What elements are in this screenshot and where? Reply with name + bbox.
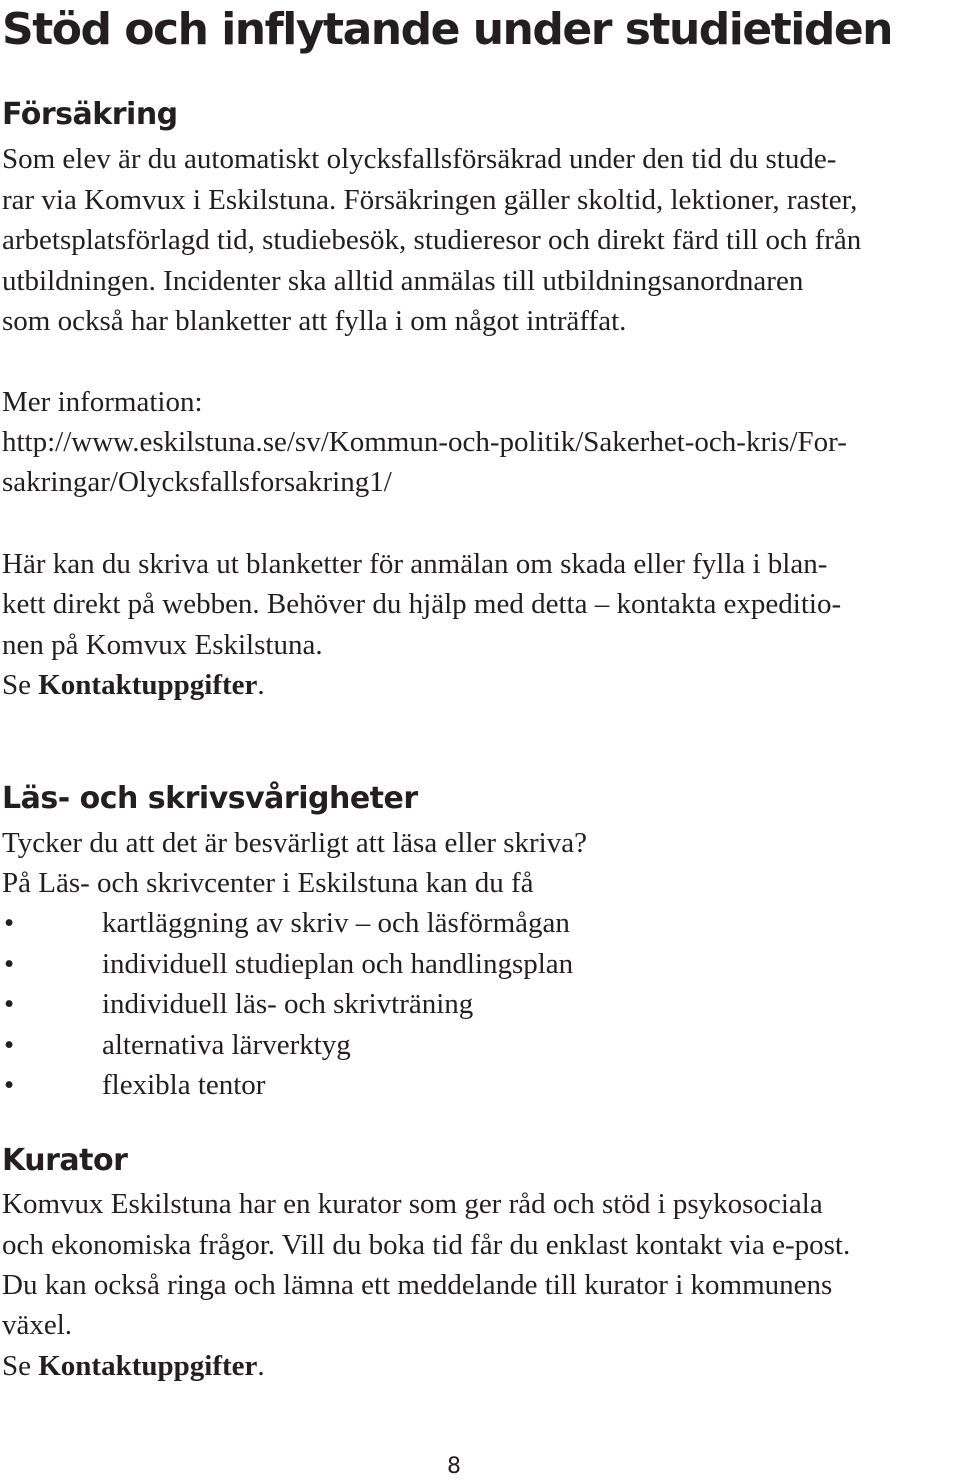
list-item: kartläggning av skriv – och läsförmågan (102, 907, 570, 939)
list-item: flexibla tentor (102, 1069, 266, 1101)
print-forms-line: nen på Komvux Eskilstuna. (2, 629, 323, 661)
list-item: individuell läs- och skrivträning (102, 988, 474, 1020)
counselor-text-line: och ekonomiska frågor. Vill du boka tid får du enklast kontakt via e-post. (2, 1229, 851, 1261)
list-item: individuell studieplan och handlingsplan (102, 948, 574, 980)
insurance-text-line: utbildningen. Incidenter ska alltid anmälas till utbildningsanordnaren (2, 265, 804, 297)
reading-heading: Läs- och skrivsvårigheter (2, 781, 418, 816)
bullet-icon: • (4, 948, 15, 980)
see-prefix: Se (2, 669, 39, 701)
counselor-text-line: Du kan också ringa och lämna ett meddelande till kurator i kommunens (2, 1269, 833, 1301)
print-forms-line: Här kan du skriva ut blanketter för anmälan om skada eller fylla i blan- (2, 548, 828, 580)
contact-info-link[interactable]: Kontaktuppgifter (38, 669, 258, 701)
list-item: alternativa lärverktyg (102, 1029, 351, 1061)
counselor-text-line: växel. (2, 1309, 73, 1341)
bullet-icon: • (4, 988, 15, 1020)
see-suffix: . (257, 669, 265, 701)
page-number: 8 (447, 1454, 461, 1479)
insurance-see-contact (2, 665, 265, 705)
more-info-label: Mer information: (2, 386, 203, 418)
insurance-heading: Försäkring (2, 97, 178, 132)
insurance-url-line: http://www.eskilstuna.se/sv/Kommun-och-politik/Sakerhet-och-kris/For- (2, 426, 847, 458)
insurance-text-line: rar via Komvux i Eskilstuna. Försäkringen gäller skoltid, lektioner, raster, (2, 184, 858, 216)
print-forms-line: kett direkt på webben. Behöver du hjälp med detta – kontakta expeditio- (2, 588, 842, 620)
see-suffix: . (257, 1350, 265, 1382)
page-title: Stöd och inflytande under studietiden (2, 4, 892, 55)
counselor-text-line: Komvux Eskilstuna har en kurator som ger råd och stöd i psykosociala (2, 1188, 823, 1220)
reading-text-line: På Läs- och skrivcenter i Eskilstuna kan du få (2, 867, 534, 899)
bullet-icon: • (4, 1069, 15, 1101)
reading-text-line: Tycker du att det är besvärligt att läsa eller skriva? (2, 827, 587, 859)
insurance-text-line: som också har blanketter att fylla i om något inträffat. (2, 305, 627, 337)
contact-info-link[interactable]: Kontaktuppgifter (38, 1350, 258, 1382)
counselor-see-contact (2, 1346, 265, 1386)
bullet-icon: • (4, 1029, 15, 1061)
see-prefix: Se (2, 1350, 39, 1382)
bullet-icon: • (4, 907, 15, 939)
insurance-text-line: Som elev är du automatiskt olycksfallsförsäkrad under den tid du stude- (2, 143, 837, 175)
insurance-text-line: arbetsplatsförlagd tid, studiebesök, studieresor och direkt färd till och från (2, 224, 862, 256)
counselor-heading: Kurator (2, 1143, 128, 1178)
insurance-url-line: sakringar/Olycksfallsforsakring1/ (2, 466, 392, 498)
